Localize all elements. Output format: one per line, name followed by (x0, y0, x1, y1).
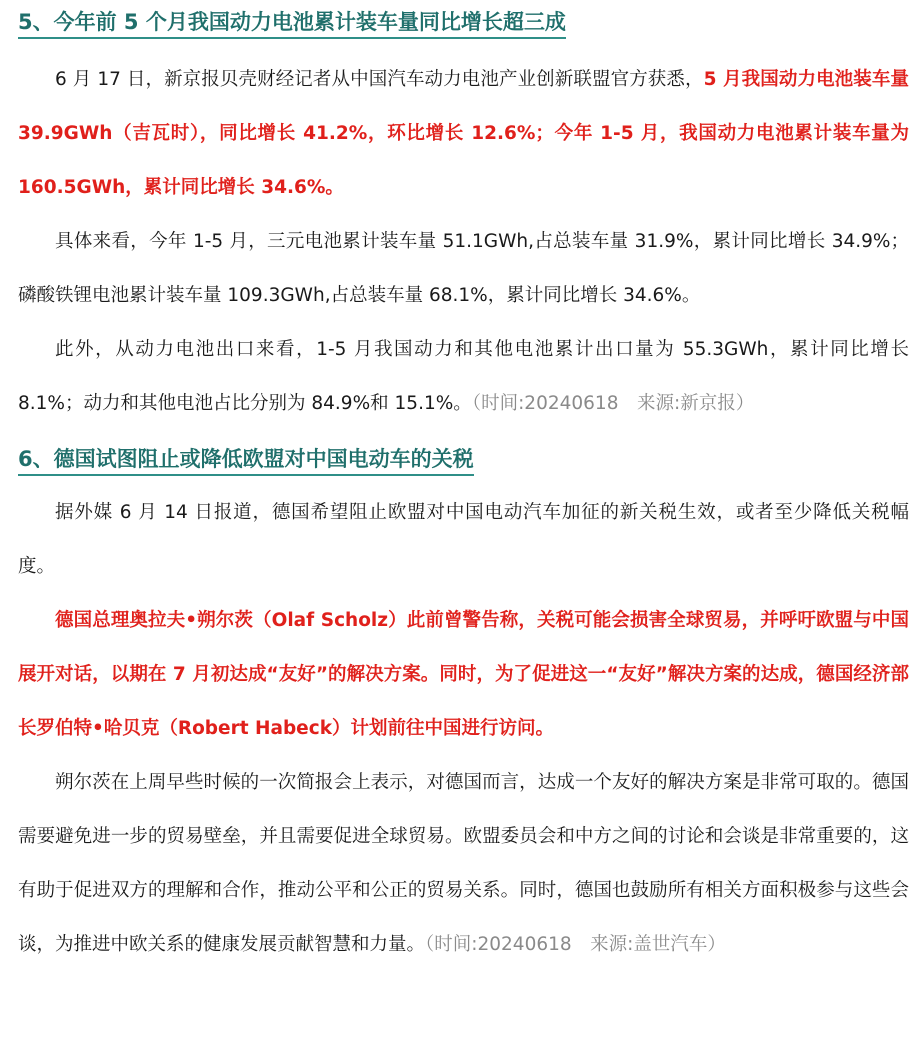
section-5-p1-highlight: 5 月我国动力电池装车量 39.9GWh（吉瓦时），同比增长 41.2%，环比增长 12.6%；今年 1-5 月，我国动力电池累计装车量为 160.5GWh，累计同比增长 34.6%。 (18, 69, 909, 198)
section-5-source: （时间:20240618 来源:新京报） (471, 393, 755, 414)
section-6-source: （时间:20240618 来源:盖世汽车） (425, 934, 726, 955)
section-6-p3-text: 朔尔茨在上周早些时候的一次简报会上表示，对德国而言，达成一个友好的解决方案是非常可取的。德国需要避免进一步的贸易壁垒，并且需要促进全球贸易。欧盟委员会和中方之间的讨论和会谈是非常重要的，这有助于促进双方的理解和合作，推动公平和公正的贸易关系。同时，德国也鼓励所有相关方面积极参与这些会谈，为推进中欧关系的健康发展贡献智慧和力量。 (18, 772, 909, 955)
section-5-paragraph-3 (18, 323, 909, 431)
section-5-p3-text: 此外，从动力电池出口来看，1-5 月我国动力和其他电池累计出口量为 55.3GWh，累计同比增长 8.1%；动力和其他电池占比分别为 84.9%和 15.1%。 (18, 339, 909, 414)
section-6-heading: 6、德国试图阻止或降低欧盟对中国电动车的关税 (18, 445, 474, 476)
section-5-heading: 5、今年前 5 个月我国动力电池累计装车量同比增长超三成 (18, 8, 566, 39)
section-5-paragraph-1 (18, 53, 909, 215)
section-5-p1-text: 6 月 17 日，新京报贝壳财经记者从中国汽车动力电池产业创新联盟官方获悉， (55, 69, 704, 90)
section-6-paragraph-2-highlight: 德国总理奥拉夫•朔尔茨（Olaf Scholz）此前曾警告称，关税可能会损害全球贸易，并呼吁欧盟与中国展开对话，以期在 7 月初达成“友好”的解决方案。同时，为了促进这一“友好”解决方案的达成，德国经济部长罗伯特•哈贝克（Robert Habeck）计划前往中国进行访问。 (18, 610, 909, 739)
section-6-paragraph-1: 据外媒 6 月 14 日报道，德国希望阻止欧盟对中国电动汽车加征的新关税生效，或者至少降低关税幅度。 (18, 502, 909, 577)
section-6-paragraph-3 (18, 756, 909, 972)
section-5-paragraph-2: 具体来看，今年 1-5 月，三元电池累计装车量 51.1GWh,占总装车量 31.9%，累计同比增长 34.9%；磷酸铁锂电池累计装车量 109.3GWh,占总装车量 68.1%，累计同比增长 34.6%。 (18, 231, 909, 306)
